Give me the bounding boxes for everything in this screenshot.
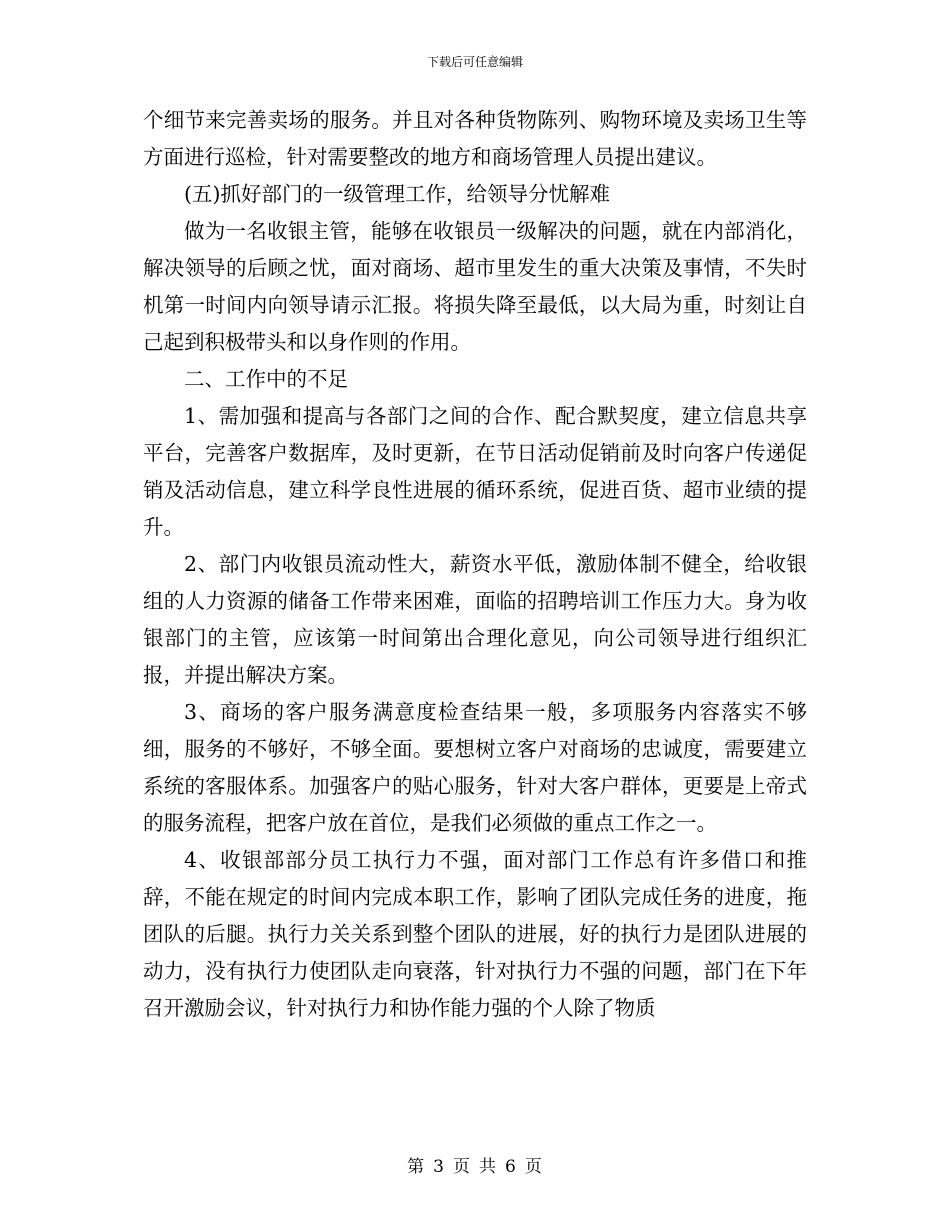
document-body: [143, 102, 807, 1027]
page-label-prefix: 第: [407, 1157, 426, 1177]
paragraph-1: 个细节来完善卖场的服务。并且对各种货物陈列、购物环境及卖场卫生等方面进行巡检，针对需要整改的地方和商场管理人员提出建议。: [143, 108, 807, 169]
page-label-mid1: 页: [453, 1157, 471, 1177]
page-total: 6: [505, 1157, 517, 1177]
page-label-suffix: 页: [524, 1157, 543, 1177]
list-item-4: 4、收银部部分员工执行力不强，面对部门工作总有许多借口和推辞，不能在规定的时间内完成本职工作，影响了团队完成任务的进度，拖团队的后腿。执行力关关系到整个团队的进展，好的执行力是团队进展的动力，没有执行力使团队走向衰落，针对执行力不强的问题，部门在下年召开激励会议，针对执行力和协作能力强的个人除了物质: [143, 848, 807, 1020]
list-item-3: 3、商场的客户服务满意度检查结果一般，多项服务内容落实不够细，服务的不够好，不够全面。要想树立客户对商场的忠诚度，需要建立系统的客服体系。加强客户的贴心服务，针对大客户群体，更要是上帝式的服务流程，把客户放在首位，是我们必须做的重点工作之一。: [143, 700, 807, 835]
page-label-mid2: 共: [479, 1157, 497, 1177]
paragraph-2: 做为一名收银主管，能够在收银员一级解决的问题，就在内部消化，解决领导的后顾之忧，面对商场、超市里发生的重大决策及事情，不失时机第一时间内向领导请示汇报。将损失降至最低，以大局为重，时刻让自己起到积极带头和以身作则的作用。: [143, 219, 807, 354]
page-current: 3: [433, 1157, 445, 1177]
header-note: 下载后可任意编辑: [426, 55, 523, 69]
list-item-1: 1、需加强和提高与各部门之间的合作、配合默契度，建立信息共享平台，完善客户数据库，及时更新，在节日活动促销前及时向客户传递促销及活动信息，建立科学良性进展的循环系统，促进百货、超市业绩的提升。: [143, 404, 807, 539]
list-item-2: 2、部门内收银员流动性大，薪资水平低，激励体制不健全，给收银组的人力资源的储备工作带来困难，面临的招聘培训工作压力大。身为收银部门的主管，应该第一时间第出合理化意见，向公司领导进行组织汇报，并提出解决方案。: [143, 552, 807, 687]
section-heading-2: 二、工作中的不足: [184, 367, 348, 391]
page-footer: [0, 1152, 950, 1177]
section-heading-5: (五)抓好部门的一级管理工作，给领导分忧解难: [184, 182, 610, 206]
